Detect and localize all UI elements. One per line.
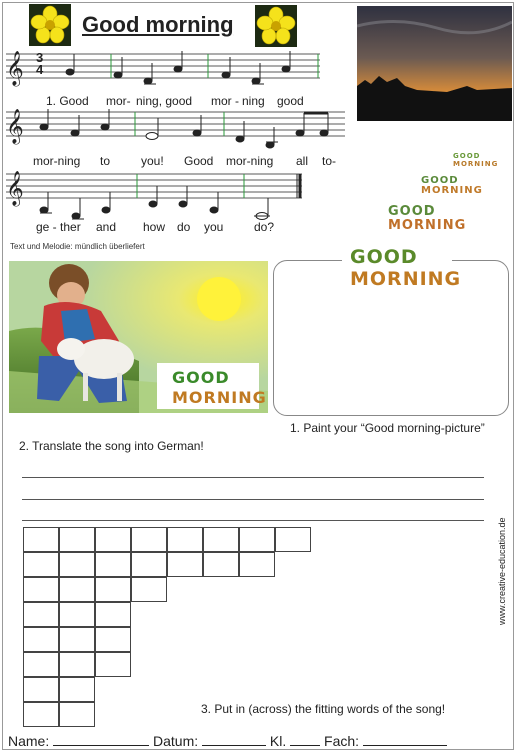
svg-text:𝄞: 𝄞 [6, 171, 24, 206]
lyric-syllable: mor - [211, 94, 239, 108]
crossword-cell[interactable] [275, 527, 311, 552]
crossword-cell[interactable] [131, 577, 167, 602]
lyric-syllable: do [177, 220, 191, 234]
crossword-cell[interactable] [167, 527, 203, 552]
page-title: Good morning [82, 12, 234, 37]
crossword-cell[interactable] [23, 677, 59, 702]
task-paint-instruction: 1. Paint your “Good morning-picture” [290, 421, 485, 435]
crossword-cell[interactable] [23, 652, 59, 677]
crossword-cell[interactable] [23, 627, 59, 652]
good-morning-logo: GOOD MORNING [172, 368, 267, 407]
writing-line[interactable] [22, 520, 484, 521]
music-score [0, 40, 345, 225]
crossword-cell[interactable] [95, 577, 131, 602]
good-morning-logo: GOOD MORNING [350, 246, 462, 290]
crossword-cell[interactable] [59, 652, 95, 677]
date-field[interactable] [202, 733, 266, 746]
lyric-syllable: ge - ther [36, 220, 81, 234]
crossword-cell[interactable] [59, 552, 95, 577]
writing-line[interactable] [22, 477, 484, 478]
crossword-cell[interactable] [95, 552, 131, 577]
svg-text:𝄞: 𝄞 [6, 109, 24, 144]
crossword-cell[interactable] [23, 527, 59, 552]
crossword-cell[interactable] [239, 552, 275, 577]
lyric-syllable: Good [184, 154, 214, 168]
name-field[interactable] [53, 733, 149, 746]
crossword-cell[interactable] [23, 552, 59, 577]
lyric-syllable: and [96, 220, 117, 234]
crossword-cell[interactable] [23, 702, 59, 727]
lyric-syllable: all [296, 154, 309, 168]
good-morning-logo: GOOD MORNING [421, 175, 483, 196]
class-field[interactable] [290, 733, 320, 746]
good-morning-logo: GOOD MORNING [388, 204, 467, 233]
lyric-syllable: you [204, 220, 224, 234]
crossword-cell[interactable] [95, 627, 131, 652]
crossword-cell[interactable] [167, 552, 203, 577]
lyric-syllable: mor- [106, 94, 131, 108]
crossword-cell[interactable] [59, 677, 95, 702]
crossword-cell[interactable] [59, 702, 95, 727]
crossword-grid [23, 527, 323, 727]
song-credit: Text und Melodie: mündlich überliefert [10, 242, 145, 251]
crossword-cell[interactable] [95, 602, 131, 627]
footer-fields: Name: Datum: Kl. Fach: [8, 733, 447, 749]
crossword-cell[interactable] [59, 527, 95, 552]
good-morning-logo: GOOD MORNING [453, 152, 499, 168]
sunset-photo [357, 6, 512, 121]
lyric-syllable: do? [254, 220, 275, 234]
lyric-syllable: how [143, 220, 166, 234]
crossword-cell[interactable] [239, 527, 275, 552]
lyric-syllable: mor-ning [33, 154, 81, 168]
lyric-syllable: 1. Good [46, 94, 89, 108]
crossword-cell[interactable] [23, 577, 59, 602]
writing-line[interactable] [22, 499, 484, 500]
lyric-syllable: ning, good [136, 94, 193, 108]
crossword-cell[interactable] [131, 552, 167, 577]
crossword-cell[interactable] [203, 527, 239, 552]
crossword-cell[interactable] [59, 577, 95, 602]
time-signature: 3 4 [36, 50, 44, 77]
task-across-instruction: 3. Put in (across) the fitting words of the song! [201, 702, 446, 716]
lyric-syllable: ning [242, 94, 265, 108]
lyric-syllable: mor-ning [226, 154, 274, 168]
subject-field[interactable] [363, 733, 447, 746]
crossword-cell[interactable] [23, 602, 59, 627]
lyric-syllable: good [277, 94, 304, 108]
crossword-cell[interactable] [59, 602, 95, 627]
svg-text:𝄞: 𝄞 [6, 51, 24, 86]
crossword-cell[interactable] [59, 627, 95, 652]
crossword-cell[interactable] [95, 652, 131, 677]
crossword-cell[interactable] [131, 527, 167, 552]
crossword-cell[interactable] [95, 527, 131, 552]
crossword-cell[interactable] [203, 552, 239, 577]
lyric-syllable: to [100, 154, 111, 168]
lyric-syllable: to- [322, 154, 337, 168]
task-translate-instruction: 2. Translate the song into German! [19, 439, 204, 453]
lyric-syllable: you! [141, 154, 164, 168]
